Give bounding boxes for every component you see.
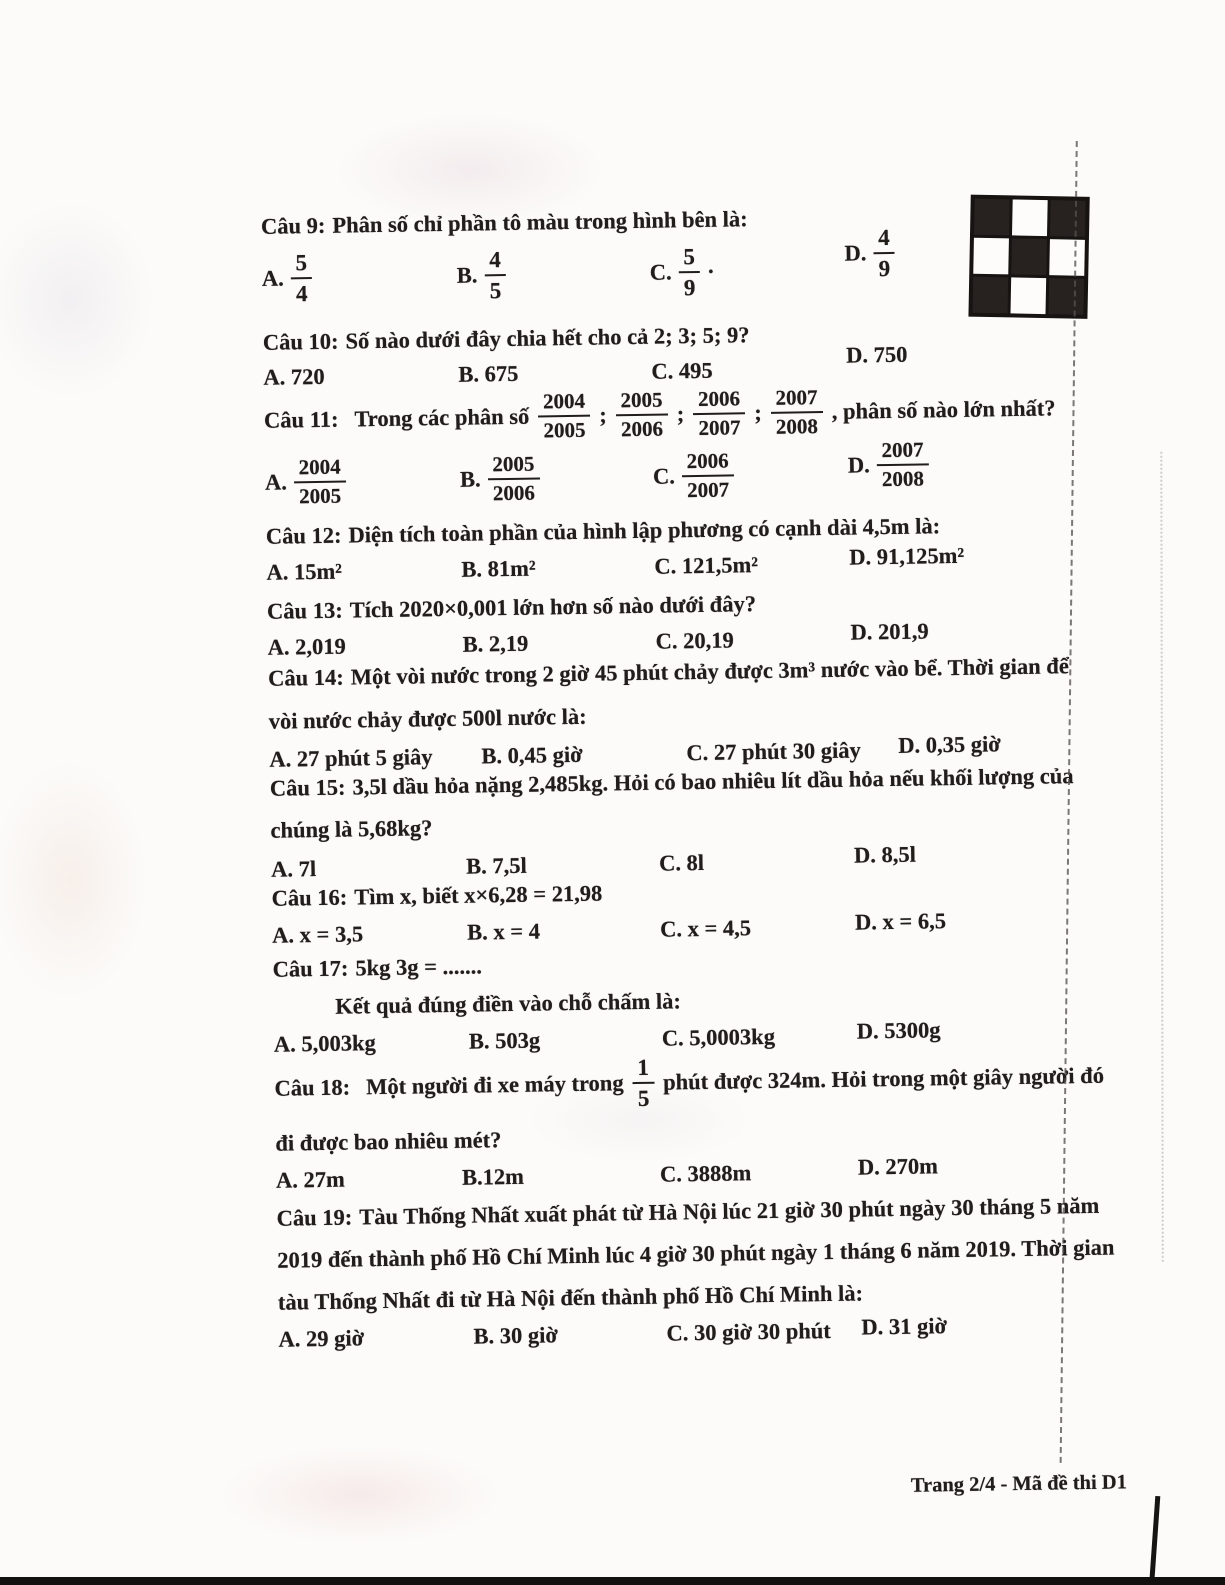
question-15 <box>270 760 1122 882</box>
fraction: $\frac{2004}{2005}$ <box>294 457 347 508</box>
option-d: D. 750 <box>845 341 908 368</box>
shaded-cell <box>1048 278 1084 315</box>
fraction: $\frac{2007}{2008}$ <box>876 439 929 490</box>
fraction: $\frac{2005}{2006}$ <box>615 389 668 440</box>
question-label: Câu 19: <box>276 1204 353 1231</box>
question-12-options <box>266 542 1116 585</box>
option-label: D. <box>847 452 870 478</box>
question-13 <box>267 583 1118 660</box>
fraction: $\frac{2006}{2007}$ <box>693 388 746 439</box>
separator: ; <box>676 401 685 427</box>
question-12 <box>266 508 1117 585</box>
option-label: A. <box>264 469 288 495</box>
option-a: A. 29 giờ <box>278 1325 365 1352</box>
question-label: Câu 9: <box>260 212 326 239</box>
option-b <box>456 246 650 303</box>
option-c: C. 495 <box>651 357 713 384</box>
fraction: $\frac{2005}{2006}$ <box>487 453 540 504</box>
option-a <box>261 249 457 306</box>
question-label: Câu 14: <box>267 664 344 691</box>
question-text: Diện tích toàn phần của hình lập phương có cạnh dài 4,5m là: <box>348 513 941 548</box>
option-b: B. 7,5l <box>465 852 527 879</box>
option-a: A. 720 <box>263 363 325 390</box>
question-text-pre: Một người đi xe máy trong <box>365 1070 624 1100</box>
question-text-post: phút được 324m. Hỏi trong một giây người đó <box>662 1062 1105 1095</box>
shaded-cell <box>974 199 1010 236</box>
option-c: C. 5,0003kg <box>661 1023 776 1051</box>
question-18-title <box>274 1048 1125 1115</box>
option-c: C. 30 giờ 30 phút <box>666 1318 832 1346</box>
question-label: Câu 13: <box>266 597 343 624</box>
question-18 <box>274 1048 1126 1193</box>
question-text: 3,5l dầu hỏa nặng 2,485kg. Hỏi có bao nhiêu lít dầu hỏa nếu khối lượng của <box>352 763 1074 800</box>
option-c: C. 27 phút 30 giây <box>686 737 861 766</box>
question-11 <box>264 382 1116 507</box>
question-19-title-line3: tàu Thống Nhất đi từ Hà Nội đến thành phố Hồ Chí Minh là: <box>277 1280 864 1315</box>
option-label: B. <box>456 262 478 288</box>
unshaded-cell <box>1012 199 1048 236</box>
option-d: D. 270m <box>857 1153 939 1180</box>
option-a: A. 27m <box>275 1166 345 1193</box>
question-14-title-line2: vòi nước chảy được 500l nước là: <box>268 703 587 734</box>
option-a: A. 7l <box>270 856 317 882</box>
question-11-options <box>264 437 1116 509</box>
option-a: A. 5,003kg <box>273 1030 376 1057</box>
option-b: B. 503g <box>468 1027 541 1054</box>
option-b: B. 30 giờ <box>473 1322 559 1349</box>
question-18-title-line2: đi được bao nhiêu mét? <box>275 1127 502 1156</box>
fraction: $\frac{1}{5}$ <box>632 1056 654 1110</box>
option-suffix: · <box>706 258 715 284</box>
question-text: Số nào dưới đây chia hết cho cả 2; 3; 5; 9? <box>345 322 750 354</box>
question-14 <box>268 650 1120 772</box>
question-17-title <box>272 941 1122 984</box>
unshaded-cell <box>1011 277 1047 314</box>
fraction: $\frac{2004}{2005}$ <box>538 391 591 442</box>
option-d: D. x = 6,5 <box>854 908 947 935</box>
question-label: Câu 15: <box>269 774 346 801</box>
option-label: C. <box>649 259 672 285</box>
question-19 <box>276 1190 1128 1352</box>
question-text: 5kg 3g = ....... <box>355 953 483 981</box>
option-b <box>460 452 654 505</box>
question-11-title <box>264 382 1115 445</box>
question-label: Câu 11: <box>263 406 339 433</box>
option-c <box>653 449 849 502</box>
question-17-note: Kết quả đúng điền vào chỗ chấm là: <box>335 988 682 1019</box>
shaded-cell <box>1050 200 1086 237</box>
option-b: B. 2,19 <box>462 630 529 657</box>
fraction: $\frac{2007}{2008}$ <box>770 387 823 438</box>
option-a: A. x = 3,5 <box>271 921 364 948</box>
question-text-post: , phân số nào lớn nhất? <box>831 395 1056 424</box>
question-10 <box>263 314 1114 390</box>
question-16 <box>271 870 1122 948</box>
option-a: A. 15m² <box>266 558 343 585</box>
option-d: D. 91,125m² <box>849 542 965 570</box>
question-text: Một vòi nước trong 2 giờ 45 phút chảy được 3m³ nước vào bể. Thời gian để <box>350 653 1070 690</box>
option-a: A. 27 phút 5 giây <box>269 744 433 772</box>
option-a: A. 2,019 <box>267 633 346 660</box>
question-text: Tàu Thống Nhất xuất phát từ Hà Nội lúc 21 giờ 30 phút ngày 30 tháng 5 năm <box>359 1192 1100 1230</box>
option-d: D. 5300g <box>856 1017 941 1044</box>
question-19-options <box>278 1313 1128 1352</box>
option-d <box>847 436 1115 490</box>
question-label: Câu 18: <box>274 1074 351 1101</box>
fraction: $\frac{2006}{2007}$ <box>681 450 734 501</box>
question-17 <box>272 941 1124 1057</box>
option-c: C. 121,5m² <box>654 552 759 579</box>
option-a <box>265 455 461 508</box>
page-footer: Trang 2/4 - Mã đề thi D1 <box>910 1471 1128 1497</box>
question-19-title-line2: 2019 đến thành phố Hồ Chí Minh lúc 4 giờ 30 phút ngày 1 tháng 6 năm 2019. Thời gian <box>277 1234 1115 1273</box>
option-b: B. x = 4 <box>466 918 541 945</box>
option-c: C. x = 4,5 <box>659 915 752 942</box>
question-label: Câu 10: <box>262 328 339 355</box>
scan-edge-bottom <box>0 1577 1225 1585</box>
option-c <box>649 243 845 300</box>
question-label: Câu 16: <box>271 884 348 911</box>
question-label: Câu 12: <box>265 522 342 549</box>
question-text: Phân số chỉ phần tô màu trong hình bên là: <box>332 206 748 238</box>
question-text-pre: Trong các phân số <box>354 403 530 432</box>
separator: ; <box>754 399 762 426</box>
question-text: Tích 2020×0,001 lớn hơn số nào dưới đây? <box>349 591 757 623</box>
option-b: B. 81m² <box>461 555 536 582</box>
option-d: D. 8,5l <box>853 841 917 868</box>
question-19-title-line1 <box>276 1190 1126 1233</box>
option-b: B.12m <box>461 1163 525 1190</box>
option-c: C. 8l <box>658 849 705 876</box>
unshaded-cell <box>973 238 1009 275</box>
option-d: D. 0,35 giờ <box>898 731 1001 758</box>
question-label: Câu 17: <box>272 955 349 982</box>
option-label: B. <box>459 466 481 492</box>
fraction: $\frac{5}{4}$ <box>290 251 312 305</box>
question-18-options <box>276 1154 1126 1193</box>
shaded-cell <box>973 277 1009 314</box>
option-b: B. 675 <box>458 360 519 387</box>
option-d: D. 201,9 <box>850 618 929 645</box>
option-label: C. <box>652 463 676 489</box>
option-label: A. <box>261 265 284 291</box>
fraction: $\frac{5}{9}$ <box>678 245 700 299</box>
faint-dotted-line <box>1160 452 1163 1262</box>
unshaded-cell <box>1049 239 1085 276</box>
question-15-title-line2: chúng là 5,68kg? <box>270 815 433 843</box>
question-text: Tìm x, biết x×6,28 = 21,98 <box>354 880 603 910</box>
fraction: $\frac{4}{9}$ <box>873 226 895 280</box>
shaded-grid <box>968 195 1089 319</box>
option-c: C. 20,19 <box>655 627 734 654</box>
fraction: $\frac{4}{5}$ <box>484 248 506 302</box>
option-c: C. 3888m <box>659 1160 752 1187</box>
option-label: D. <box>844 240 867 266</box>
shaded-cell <box>1011 238 1047 275</box>
separator: ; <box>599 402 607 428</box>
option-d: D. 31 giờ <box>861 1313 948 1340</box>
option-b: B. 0,45 giờ <box>481 741 583 769</box>
